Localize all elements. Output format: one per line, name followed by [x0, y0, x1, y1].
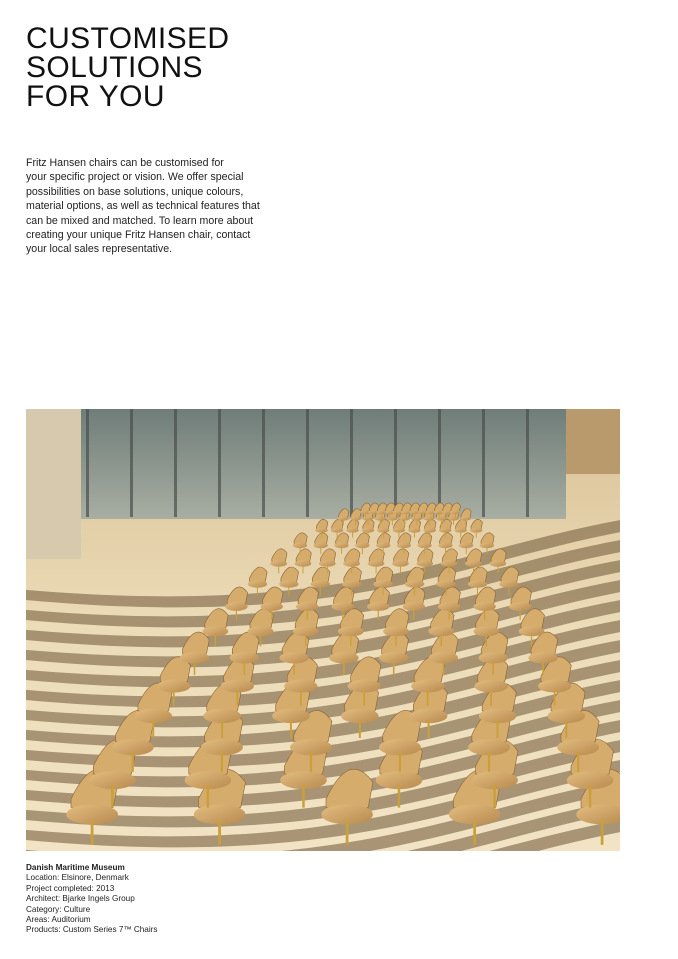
left-wall: [26, 409, 81, 559]
mullion: [86, 409, 89, 517]
intro-paragraph: [26, 156, 316, 257]
auditorium-illustration: [26, 409, 620, 851]
intro-line: possibilities on base solutions, unique colours,: [26, 185, 244, 198]
caption-line: Project completed: 2013: [26, 883, 115, 893]
headline-line: CUSTOMISED: [26, 22, 230, 55]
right-wall: [566, 409, 620, 474]
headline-line: SOLUTIONS: [26, 51, 203, 84]
headline-line: FOR YOU: [26, 80, 165, 113]
caption-line: Areas: Auditorium: [26, 915, 91, 925]
mullion: [306, 409, 309, 517]
intro-line: your local sales representative.: [26, 243, 173, 256]
caption-line: Architect: Bjarke Ingels Group: [26, 894, 135, 904]
caption-line: Location: Elsinore, Denmark: [26, 873, 129, 883]
project-caption: [26, 863, 158, 936]
intro-line: material options, as well as technical features that: [26, 200, 260, 213]
mullion: [174, 409, 177, 517]
caption-title: Danish Maritime Museum: [26, 863, 125, 872]
auditorium-photo: [26, 409, 620, 851]
intro-line: can be mixed and matched. To learn more about: [26, 214, 254, 227]
intro-line: your specific project or vision. We offer special: [26, 171, 244, 184]
caption-line: Category: Culture: [26, 904, 91, 914]
mullion: [262, 409, 265, 517]
mullion: [130, 409, 133, 517]
mullion: [394, 409, 397, 517]
mullion: [438, 409, 441, 517]
page-headline: [26, 24, 229, 111]
mullion: [482, 409, 485, 517]
intro-line: creating your unique Fritz Hansen chair, contact: [26, 229, 251, 242]
mullion: [218, 409, 221, 517]
caption-line: Products: Custom Series 7™ Chairs: [26, 925, 158, 935]
mullion: [350, 409, 353, 517]
mullion: [526, 409, 529, 517]
intro-line: Fritz Hansen chairs can be customised for: [26, 157, 224, 169]
glass-wall: [81, 409, 566, 519]
